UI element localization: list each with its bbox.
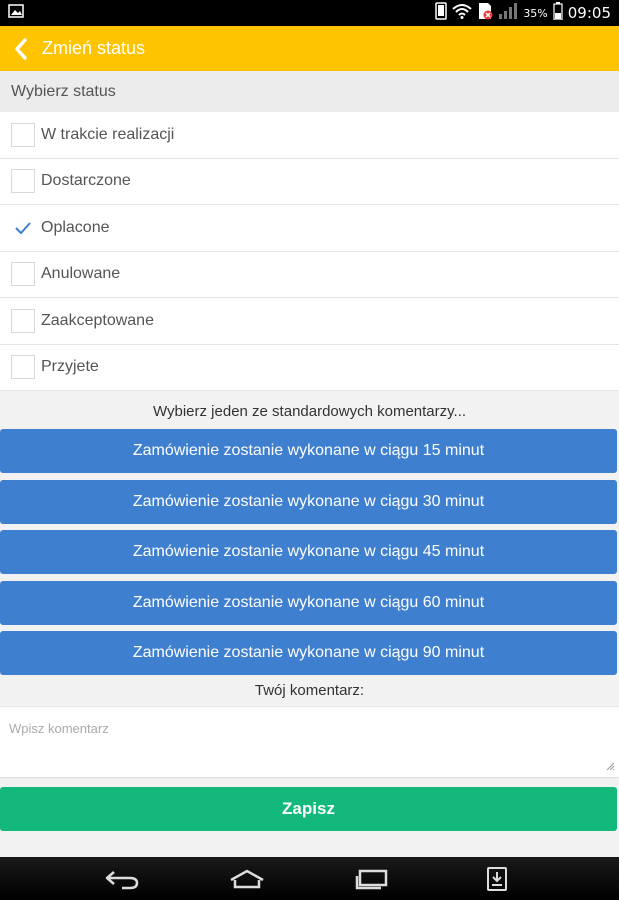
checkbox[interactable] (11, 262, 35, 286)
system-nav-bar (0, 857, 619, 900)
checkbox[interactable] (11, 169, 35, 193)
status-label: W trakcie realizacji (41, 125, 175, 143)
status-label: Anulowane (41, 265, 121, 283)
status-list (0, 112, 619, 391)
status-label: Zaakceptowane (41, 311, 154, 329)
status-label: Oplacone (41, 218, 110, 236)
nav-back-icon[interactable] (102, 864, 142, 894)
comment-button-30-min[interactable]: Zamówienie zostanie wykonane w ciągu 30 minut (0, 480, 617, 524)
status-row-oplacone[interactable] (0, 205, 619, 252)
comment-textarea[interactable] (0, 706, 619, 778)
checkbox[interactable] (11, 123, 35, 147)
status-bar (0, 0, 619, 26)
section-header (0, 71, 619, 112)
status-label: Przyjete (41, 358, 99, 376)
nav-home-icon[interactable] (227, 864, 267, 894)
status-row-przyjete[interactable] (0, 345, 619, 392)
your-comment-label: Twój komentarz: (254, 682, 365, 699)
status-label: Dostarczone (41, 172, 131, 190)
standard-comments-prompt: Wybierz jeden ze standardowych komentarzy... (152, 403, 467, 420)
sim-error-icon (477, 2, 493, 25)
back-arrow-icon[interactable] (0, 26, 42, 71)
wifi-icon (452, 3, 472, 24)
resize-handle-icon[interactable] (605, 759, 615, 774)
checkmark-icon (14, 221, 32, 235)
standard-comment-buttons (0, 429, 619, 682)
comment-button-45-min[interactable]: Zamówienie zostanie wykonane w ciągu 45 minut (0, 530, 617, 574)
checkbox-checked[interactable] (11, 216, 35, 240)
status-row-dostarczone[interactable] (0, 159, 619, 206)
checkbox[interactable] (11, 355, 35, 379)
battery-percent: 35% (523, 6, 548, 20)
comment-button-15-min[interactable]: Zamówienie zostanie wykonane w ciągu 15 minut (0, 429, 617, 473)
status-row-zaakceptowane[interactable] (0, 298, 619, 345)
image-icon (8, 4, 24, 23)
save-button[interactable]: Zapisz (0, 787, 617, 831)
signal-icon (498, 3, 518, 24)
status-row-anulowane[interactable] (0, 252, 619, 299)
comment-button-90-min[interactable]: Zamówienie zostanie wykonane w ciągu 90 minut (0, 631, 617, 675)
checkbox[interactable] (11, 309, 35, 333)
page-title: Zmień status (42, 38, 146, 58)
nav-recent-apps-icon[interactable] (352, 864, 392, 894)
comment-placeholder: Wpisz komentarz (9, 721, 109, 736)
battery-icon (553, 2, 563, 25)
section-title: Wybierz status (11, 82, 116, 100)
tablet-icon (435, 2, 447, 25)
action-bar (0, 26, 619, 71)
comment-button-60-min[interactable]: Zamówienie zostanie wykonane w ciągu 60 minut (0, 581, 617, 625)
nav-download-icon[interactable] (477, 864, 517, 894)
status-row-w-trakcie-realizacji[interactable] (0, 112, 619, 159)
clock: 09:05 (567, 4, 611, 22)
